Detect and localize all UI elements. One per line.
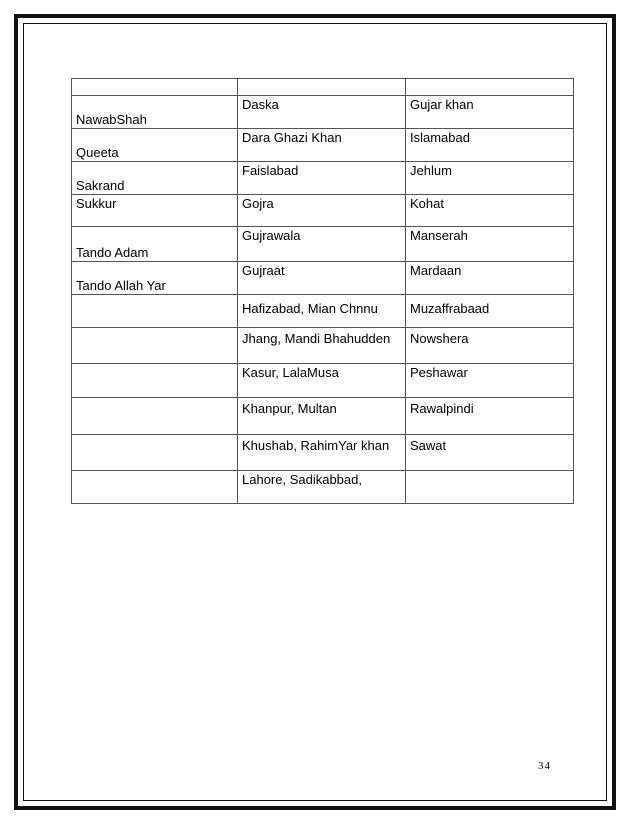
- table-row: [72, 471, 574, 504]
- table-cell: Muzaffrabaad: [406, 295, 574, 328]
- table-cell: Gujar khan: [406, 96, 574, 129]
- table-cell: [72, 435, 238, 471]
- table-cell: Lahore, Sadikabbad,: [238, 471, 406, 504]
- table-cell: [238, 79, 406, 96]
- page-number: 34: [538, 760, 551, 772]
- table-cell: Mardaan: [406, 262, 574, 295]
- table-cell: Peshawar: [406, 364, 574, 398]
- table-cell: Daska: [238, 96, 406, 129]
- table-cell: [72, 295, 238, 328]
- table-cell: [406, 79, 574, 96]
- table-cell: Manserah: [406, 227, 574, 262]
- table-cell: Tando Allah Yar: [72, 262, 238, 295]
- table-cell: Queeta: [72, 129, 238, 162]
- table-cell: Dara Ghazi Khan: [238, 129, 406, 162]
- table-row: [72, 227, 574, 262]
- table-cell: Kohat: [406, 195, 574, 227]
- table-cell: [72, 364, 238, 398]
- table-row: [72, 295, 574, 328]
- table-cell: Jhang, Mandi Bhahudden: [238, 328, 406, 364]
- table-cell: Khushab, RahimYar khan: [238, 435, 406, 471]
- table-row: [72, 96, 574, 129]
- table-cell: Gujraat: [238, 262, 406, 295]
- table-cell: Sawat: [406, 435, 574, 471]
- table-row: [72, 398, 574, 435]
- table-cell: NawabShah: [72, 96, 238, 129]
- table-row: [72, 79, 574, 96]
- table-cell: Gujrawala: [238, 227, 406, 262]
- table-row: [72, 364, 574, 398]
- table-cell: Jehlum: [406, 162, 574, 195]
- table-cell: Kasur, LalaMusa: [238, 364, 406, 398]
- table-cell: Faislabad: [238, 162, 406, 195]
- table-cell: Islamabad: [406, 129, 574, 162]
- table-cell: Rawalpindi: [406, 398, 574, 435]
- table-row: [72, 129, 574, 162]
- table-cell: [72, 398, 238, 435]
- table-cell: [72, 328, 238, 364]
- table-cell: Sukkur: [72, 195, 238, 227]
- table-cell: Sakrand: [72, 162, 238, 195]
- table-cell: [72, 79, 238, 96]
- table-cell: [72, 471, 238, 504]
- table-cell: Hafizabad, Mian Chnnu: [238, 295, 406, 328]
- table-cell: Khanpur, Multan: [238, 398, 406, 435]
- table-cell: Nowshera: [406, 328, 574, 364]
- table-row: [72, 195, 574, 227]
- table-cell: [406, 471, 574, 504]
- table-cell: Gojra: [238, 195, 406, 227]
- table-cell: Tando Adam: [72, 227, 238, 262]
- table-row: [72, 162, 574, 195]
- table-row: [72, 328, 574, 364]
- table-row: [72, 262, 574, 295]
- table-row: [72, 435, 574, 471]
- cities-table: [71, 78, 574, 504]
